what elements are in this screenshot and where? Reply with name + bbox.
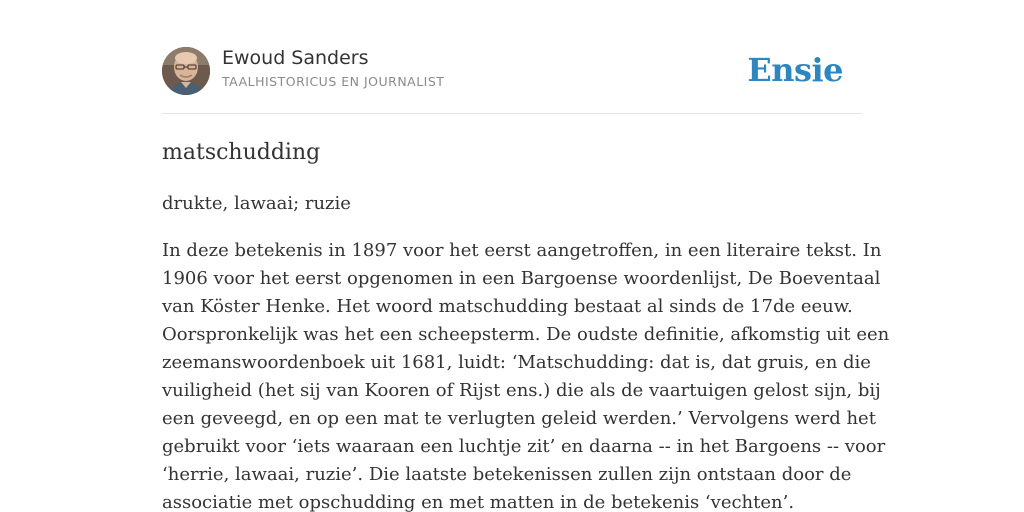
author-role: TAALHISTORICUS EN JOURNALIST bbox=[222, 74, 445, 89]
brand-logo[interactable]: Ensie bbox=[747, 51, 843, 89]
body-line: van Köster Henke. Het woord matschudding bestaat al sinds de 17de eeuw. bbox=[162, 296, 853, 317]
body-line: gebruikt voor ‘iets waaraan een luchtje zit’ en daarna -- in het Bargoens -- voor bbox=[162, 436, 886, 457]
avatar-photo-icon bbox=[162, 47, 210, 95]
entry-title: matschudding bbox=[162, 140, 321, 165]
body-line: vuiligheid (het sij van Kooren of Rijst ens.) die als de vaartuigen gelost sijn, bij bbox=[162, 380, 881, 401]
author-avatar[interactable] bbox=[162, 47, 210, 95]
body-line: ‘herrie, lawaai, ruzie’. Die laatste betekenissen zullen zijn ontstaan door de bbox=[162, 464, 852, 485]
body-line: In deze betekenis in 1897 voor het eerst aangetroffen, in een literaire tekst. In bbox=[162, 240, 882, 261]
body-line: zeemanswoordenboek uit 1681, luidt: ‘Matschudding: dat is, dat gruis, en die bbox=[162, 352, 871, 373]
body-line: een geveegd, en op een mat te verlugten geleid werden.’ Vervolgens werd het bbox=[162, 408, 876, 429]
body-line: 1906 voor het eerst opgenomen in een Bargoense woordenlijst, De Boeventaal bbox=[162, 268, 881, 289]
body-line: associatie met opschudding en met matten in de betekenis ‘vechten’. bbox=[162, 492, 795, 512]
author-name[interactable]: Ewoud Sanders bbox=[222, 47, 369, 69]
author-header bbox=[162, 46, 862, 96]
body-line: Oorspronkelijk was het een scheepsterm. De oudste definitie, afkomstig uit een bbox=[162, 324, 890, 345]
entry-summary: drukte, lawaai; ruzie bbox=[162, 193, 351, 214]
header-divider bbox=[162, 113, 862, 114]
entry-body bbox=[162, 237, 890, 512]
